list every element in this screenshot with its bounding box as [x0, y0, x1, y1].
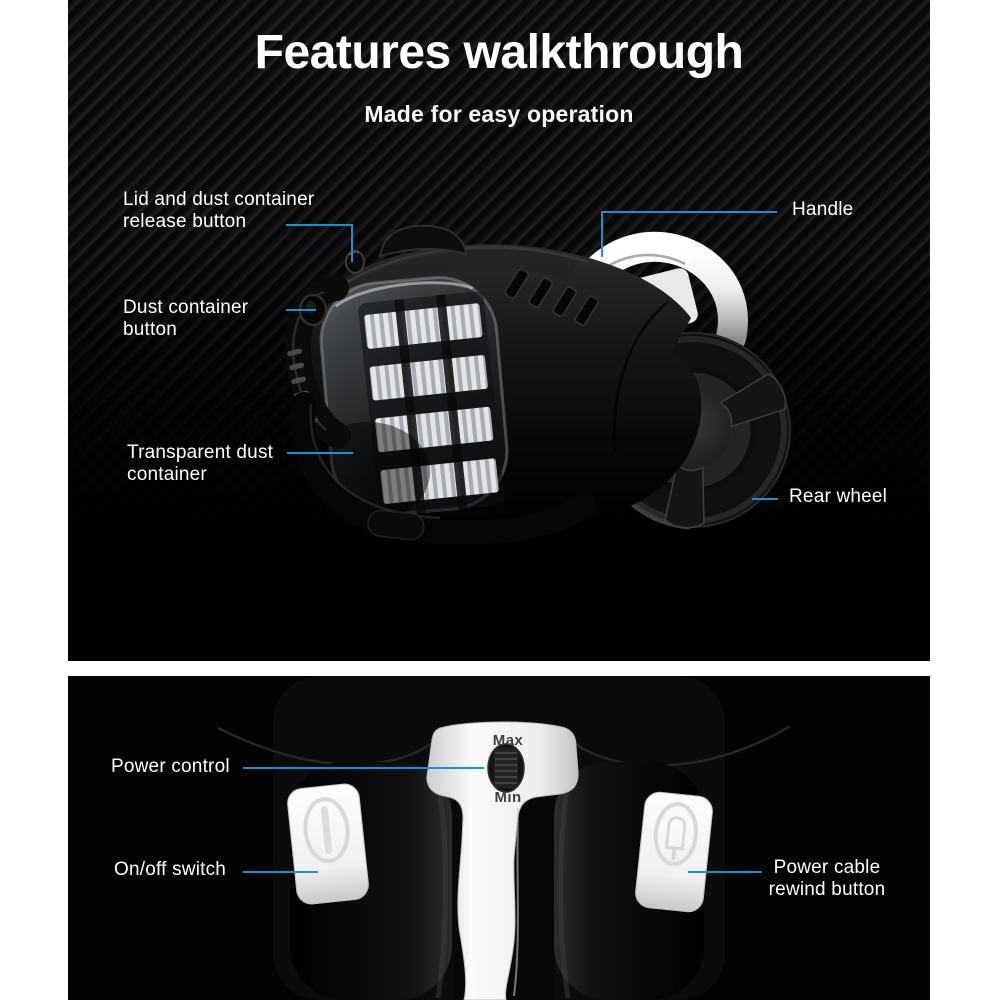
- callout-rear-wheel-label: Rear wheel: [789, 486, 888, 507]
- page-title: Features walkthrough: [254, 26, 744, 79]
- slider-max-label: Max: [492, 732, 524, 749]
- callout-handle-label: Handle: [792, 199, 854, 220]
- callout-transparent-container-line: [287, 452, 353, 454]
- callout-dust-button-label: Dust container button: [123, 297, 249, 340]
- callout-lid-release-line-h: [286, 224, 352, 226]
- lid-release-button: [346, 251, 364, 273]
- vacuum-top-photo: [68, 676, 930, 1000]
- slider-min-label: Min: [494, 789, 522, 806]
- callout-rear-wheel-line: [752, 498, 778, 500]
- callout-on-off-label: On/off switch: [114, 859, 227, 880]
- page-subtitle: Made for easy operation: [364, 101, 634, 127]
- controls-panel: [68, 676, 930, 1000]
- callout-power-control-line: [243, 767, 484, 769]
- rewind-button: [634, 791, 714, 913]
- callout-power-control-label: Power control: [111, 756, 230, 777]
- callout-rewind-line: [688, 871, 762, 873]
- callout-dust-button-line: [286, 309, 316, 311]
- callout-handle-line-v: [601, 211, 603, 257]
- on-off-switch-button: [286, 783, 370, 906]
- callout-handle-line-h: [601, 211, 777, 213]
- power-control-slider: [488, 744, 524, 792]
- callout-lid-release-label: Lid and dust container release button: [123, 189, 315, 232]
- callout-lid-release-line-v: [351, 224, 353, 262]
- callout-on-off-line: [243, 871, 318, 873]
- callout-transparent-container-label: Transparent dust container: [127, 442, 274, 485]
- callout-rewind-label: Power cable rewind button: [768, 857, 886, 900]
